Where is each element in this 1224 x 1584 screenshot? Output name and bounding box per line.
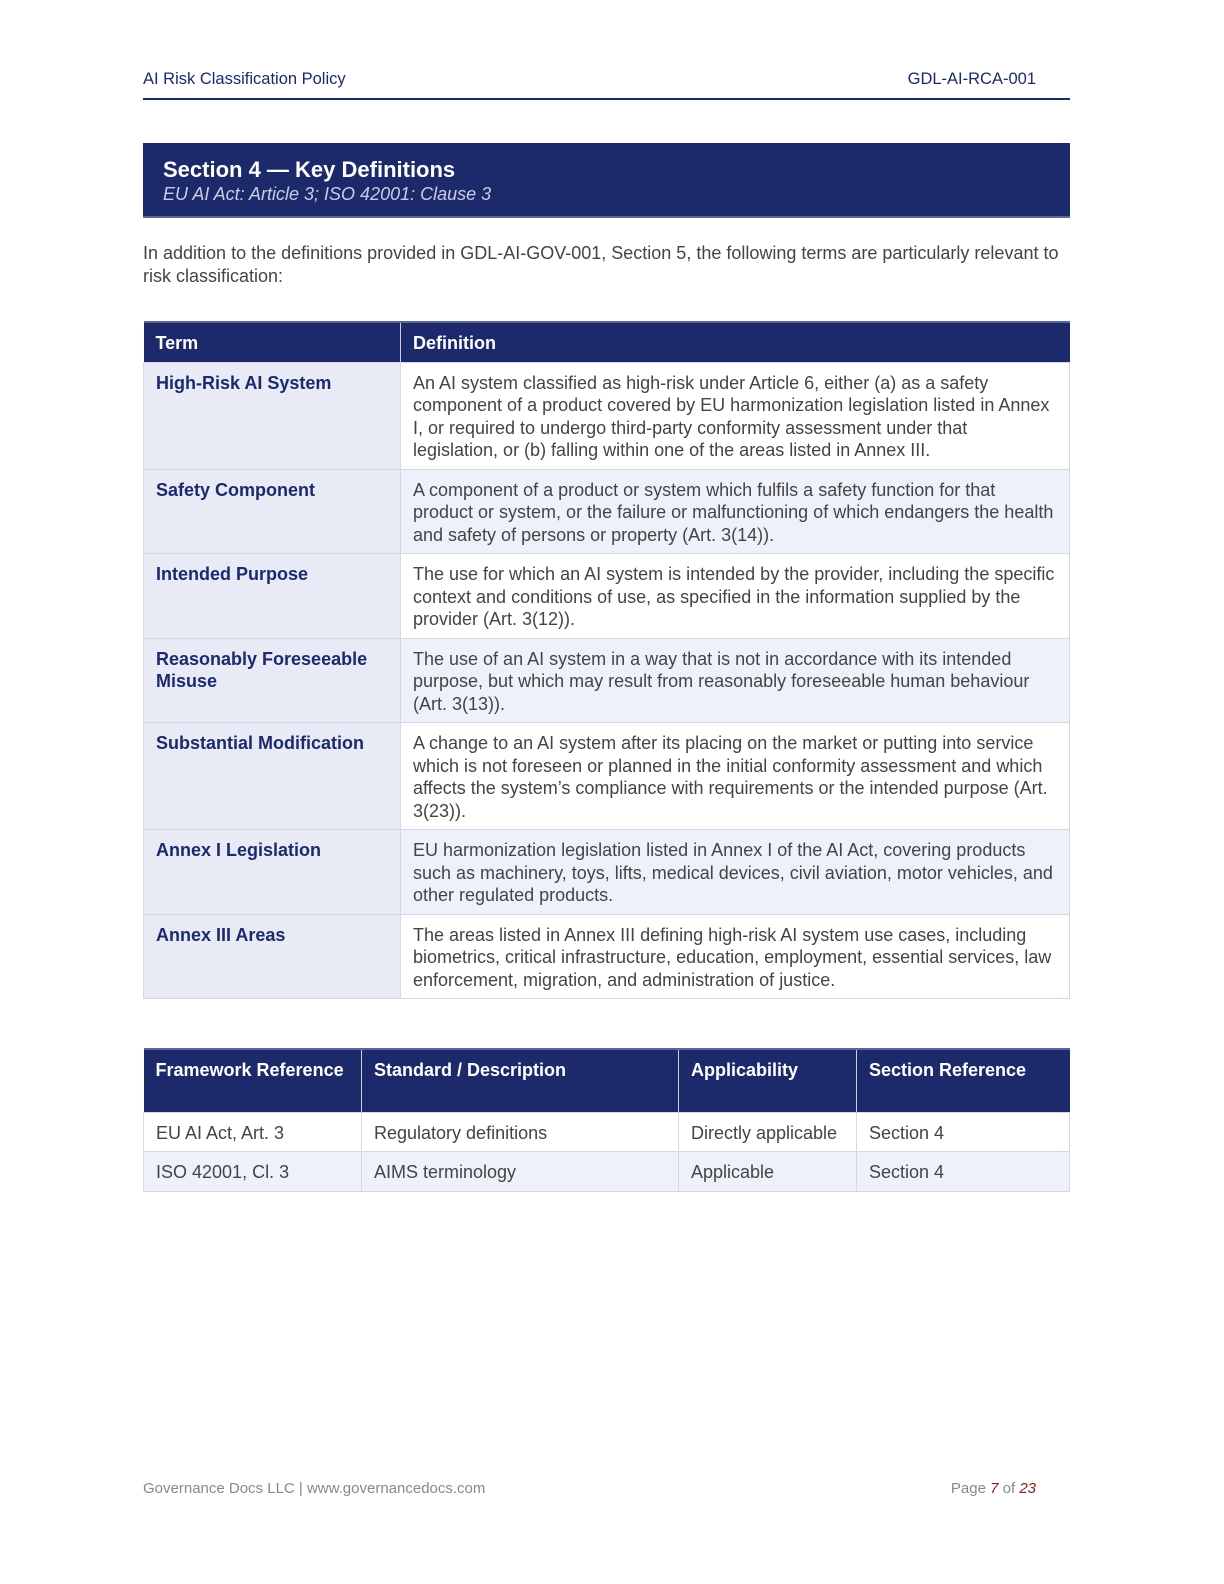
column-header-section-reference: Section Reference [857, 1049, 1070, 1112]
page-indicator [951, 1480, 1070, 1497]
definition-row [144, 914, 1070, 999]
document-title: AI Risk Classification Policy [143, 70, 346, 88]
document-id: GDL-AI-RCA-001 [907, 70, 1036, 88]
page-of: of [1002, 1480, 1016, 1497]
term-cell: Intended Purpose [144, 554, 401, 639]
term-cell: Substantial Modification [144, 723, 401, 830]
definition-cell: The areas listed in Annex III defining high-risk AI system use cases, including biometrics, critical infrastructure, education, employment, essential services, law enforcement, migration, and administration of justice. [401, 914, 1070, 999]
definition-row [144, 723, 1070, 830]
framework-reference-table [143, 1048, 1070, 1192]
section-subtitle: EU AI Act: Article 3; ISO 42001: Clause 3 [163, 184, 492, 204]
term-cell: Reasonably Foreseeable Misuse [144, 638, 401, 723]
column-header-framework-reference: Framework Reference [144, 1049, 362, 1112]
section-title: Section 4 — Key Definitions [163, 157, 456, 182]
framework-row [144, 1112, 1070, 1152]
column-header-applicability: Applicability [679, 1049, 857, 1112]
applicability-cell: Applicable [679, 1152, 857, 1192]
column-header-term: Term [144, 322, 401, 362]
definition-row [144, 638, 1070, 723]
term-cell: High-Risk AI System [144, 362, 401, 469]
definitions-table [143, 321, 1070, 999]
definition-row [144, 469, 1070, 554]
definition-row [144, 554, 1070, 639]
section-reference-cell: Section 4 [857, 1112, 1070, 1152]
page-label: Page [950, 1480, 986, 1497]
framework-row [144, 1152, 1070, 1192]
framework-reference-cell: ISO 42001, Cl. 3 [144, 1152, 362, 1192]
page-header [143, 70, 1070, 100]
definitions-header-row [144, 322, 1070, 362]
section-heading-band [143, 143, 1070, 218]
framework-header-row [144, 1049, 1070, 1112]
applicability-cell: Directly applicable [679, 1112, 857, 1152]
column-header-definition: Definition [401, 322, 1070, 362]
definition-row [144, 830, 1070, 915]
definition-cell: EU harmonization legislation listed in Annex I of the AI Act, covering products such as machinery, toys, lifts, medical devices, civil aviation, motor vehicles, and other regulated products. [401, 830, 1070, 915]
intro-paragraph: In addition to the definitions provided in GDL-AI-GOV-001, Section 5, the following terms are particularly relevant to risk classification: [143, 243, 1059, 286]
definition-row [144, 362, 1070, 469]
standard-description-cell: AIMS terminology [362, 1152, 679, 1192]
term-cell: Annex III Areas [144, 914, 401, 999]
definition-cell: A component of a product or system which fulfils a safety function for that product or system, or the failure or malfunctioning of which endangers the health and safety of persons or property (Art. 3(14)). [401, 469, 1070, 554]
page-current: 7 [990, 1480, 999, 1497]
definition-cell: The use of an AI system in a way that is not in accordance with its intended purpose, but which may result from reasonably foreseeable human behaviour (Art. 3(13)). [401, 638, 1070, 723]
standard-description-cell: Regulatory definitions [362, 1112, 679, 1152]
term-cell: Safety Component [144, 469, 401, 554]
definition-cell: An AI system classified as high-risk under Article 6, either (a) as a safety component of a product covered by EU harmonization legislation listed in Annex I, or required to undergo third-party conformity assessment under that legislation, or (b) falling within one of the areas listed in Annex III. [401, 362, 1070, 469]
page-total: 23 [1019, 1480, 1036, 1497]
column-header-standard-description: Standard / Description [362, 1049, 679, 1112]
term-cell: Annex I Legislation [144, 830, 401, 915]
definition-cell: The use for which an AI system is intended by the provider, including the specific context and conditions of use, as specified in the information supplied by the provider (Art. 3(12)). [401, 554, 1070, 639]
framework-reference-cell: EU AI Act, Art. 3 [144, 1112, 362, 1152]
definition-cell: A change to an AI system after its placing on the market or putting into service which is not foreseen or planned in the initial conformity assessment and which affects the system’s compliance with requirements or the intended purpose (Art. 3(23)). [401, 723, 1070, 830]
section-reference-cell: Section 4 [857, 1152, 1070, 1192]
footer-company: Governance Docs LLC | www.governancedocs.com [143, 1480, 486, 1497]
page-footer [143, 1480, 1070, 1497]
